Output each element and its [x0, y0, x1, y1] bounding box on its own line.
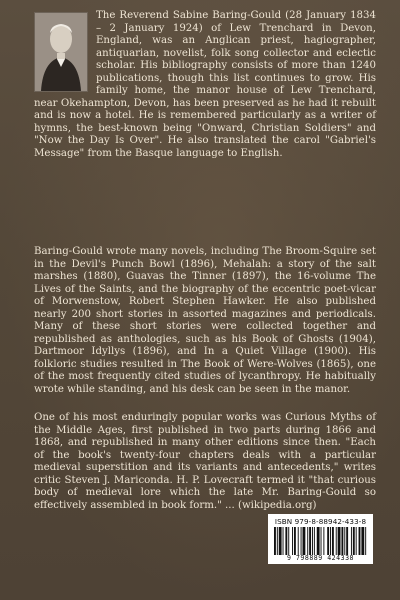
barcode-bar	[307, 527, 308, 555]
barcode-bar	[317, 527, 320, 555]
barcode-bar	[338, 527, 341, 555]
barcode-bar	[365, 527, 366, 555]
portrait-photo-icon	[35, 13, 87, 91]
biography-paragraph-2: Baring-Gould wrote many novels, including The Broom-Squire set in the Devil's Punch Bowl (1896), Mehalah: a story of the salt marshes (1880), Guavas the Tinner (1897), the 16-volume The Lives of the Saints, and the biography of the eccentric poet-vicar of Morwenstow, Robert Stephen Hawker. He also published nearly 200 short stories in assorted magazines and periodicals. Many of these short stories were collected together and republished as anthologies, such as his Book of Ghosts (1904), Dartmoor Idyllys (1896), and In a Quiet Village (1900). His folkloric studies resulted in The Book of Were-Wolves (1865), one of the most frequently cited studies of lycanthropy. He habitually wrote while standing, and his desk can be seen in the manor.	[34, 246, 376, 396]
barcode-bar	[321, 527, 322, 555]
barcode-bar	[309, 527, 311, 555]
barcode-bar	[353, 527, 355, 555]
isbn-barcode	[268, 514, 373, 564]
barcode-bar	[327, 527, 329, 555]
barcode-bar	[356, 527, 357, 555]
barcode-bar	[346, 527, 348, 555]
barcode-bar	[298, 527, 299, 555]
barcode-bar	[359, 527, 361, 555]
barcode-bar	[288, 527, 289, 555]
barcode-bar	[294, 527, 296, 555]
barcode-bar	[301, 527, 302, 555]
barcode-bar	[314, 527, 315, 555]
barcode-bar	[277, 527, 278, 555]
barcode-icon	[272, 527, 369, 555]
biography-paragraph-3: One of his most enduringly popular works was Curious Myths of the Middle Ages, first published in two parts during 1866 and 1868, and republished in many other editions since then. "Each of the book's twenty-four chapters deals with a particular medieval superstition and its variants and antecedents," writes critic Steven J. Mariconda. H. P. Lovecraft termed it "that curious body of medieval lore which the late Mr. Baring-Gould so effectively assembled in book form." ... (wikipedia.org)	[34, 412, 376, 511]
biography-paragraph-1	[34, 10, 376, 161]
barcode-bar	[274, 527, 276, 555]
barcode-bar	[351, 527, 352, 555]
barcode-bar	[344, 527, 345, 555]
author-portrait	[34, 12, 88, 92]
barcode-bar	[323, 527, 324, 555]
ean-digits: 9 798889 424338	[286, 554, 355, 562]
barcode-bar	[341, 527, 343, 555]
barcode-bar	[330, 527, 331, 555]
barcode-bar	[361, 527, 364, 555]
barcode-bar	[285, 527, 287, 555]
barcode-bar	[283, 527, 284, 555]
barcode-bar	[312, 527, 313, 555]
barcode-bar	[303, 527, 306, 555]
barcode-bar	[279, 527, 282, 555]
barcode-bar	[336, 527, 337, 555]
biography-paragraph-1-text: The Reverend Sabine Baring-Gould (28 January 1834 – 2 January 1924) of Lew Trenchard in Devon, England, was an Anglican priest, hagiographer, antiquarian, novelist, folk song collector and eclectic scholar. His bibliography consists of more than 1240 publications, though this list continues to grow. His family home, the manor house of Lew Trenchard, near Okehampton, Devon, has been preserved as he had it rebuilt and is now a hotel. He is remembered particularly as a writer of hymns, the best-known being "Onward, Christian Soldiers" and "Now the Day Is Over". He also translated the carol "Gabriel's Message" from the Basque language to English.	[34, 10, 376, 160]
barcode-bar	[332, 527, 334, 555]
barcode-bar	[292, 527, 293, 555]
isbn-label: ISBN 979-8-88942-433-8	[274, 517, 367, 526]
